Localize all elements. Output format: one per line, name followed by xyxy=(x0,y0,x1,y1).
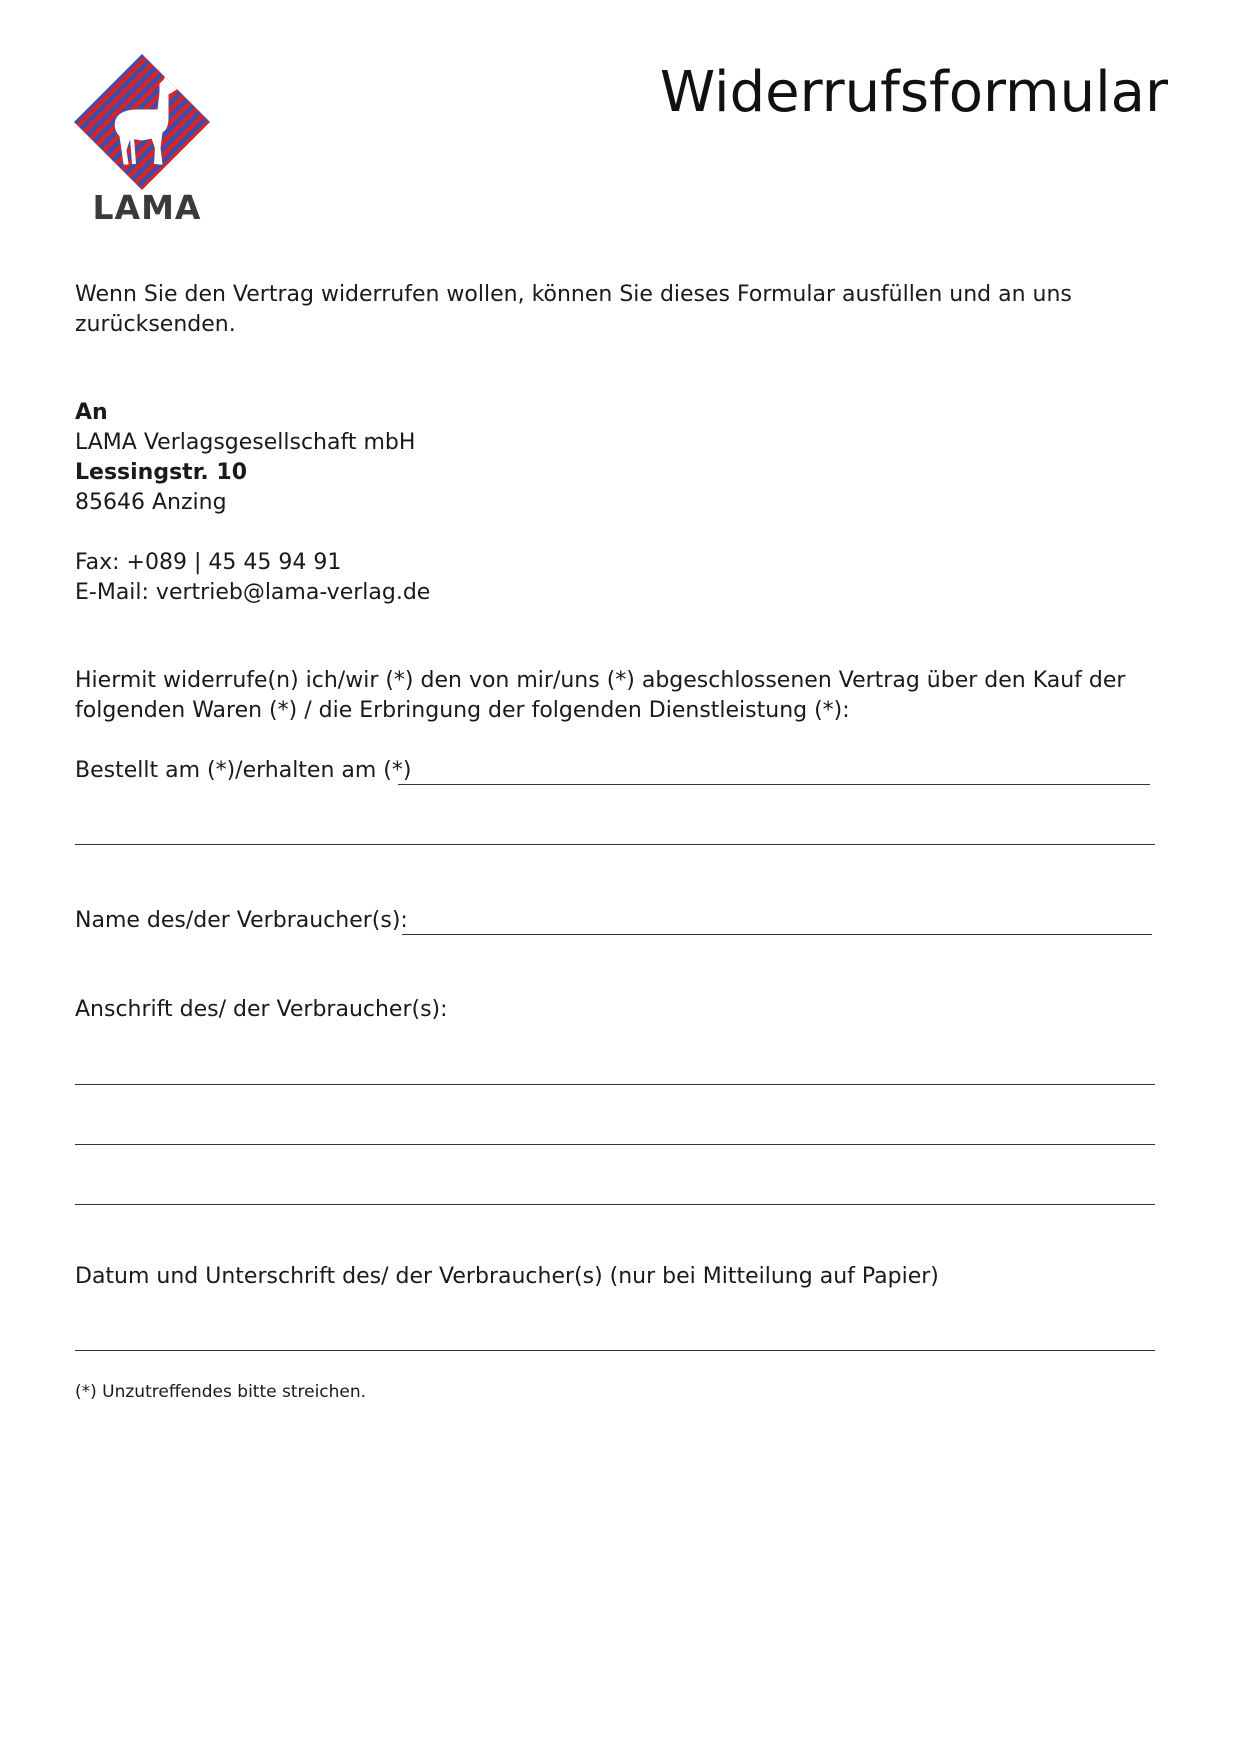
signature-field[interactable] xyxy=(75,1350,1155,1351)
page-title: Widerrufsformular xyxy=(659,60,1168,125)
consumer-address-field-line-3[interactable] xyxy=(75,1204,1155,1205)
logo-text: LAMA xyxy=(92,188,202,227)
consumer-address-label: Anschrift des/ der Verbraucher(s): xyxy=(75,997,448,1022)
consumer-address-field-line-2[interactable] xyxy=(75,1144,1155,1145)
footnote: (*) Unzutreffendes bitte streichen. xyxy=(75,1382,367,1402)
consumer-address-field-line-1[interactable] xyxy=(75,1084,1155,1085)
recipient-city: 85646 Anzing xyxy=(75,490,227,515)
consumer-name-field[interactable] xyxy=(402,934,1152,935)
consumer-name-label: Name des/der Verbraucher(s): xyxy=(75,908,408,933)
lama-logo xyxy=(72,52,220,232)
recipient-street: Lessingstr. 10 xyxy=(75,460,248,485)
intro-text: Wenn Sie den Vertrag widerrufen wollen, können Sie dieses Formular ausfüllen und an uns zurücksenden. xyxy=(75,282,1072,337)
ordered-received-label: Bestellt am (*)/erhalten am (*) xyxy=(75,758,412,783)
recipient-fax: Fax: +089 | 45 45 94 91 xyxy=(75,550,342,575)
signature-label: Datum und Unterschrift des/ der Verbraucher(s) (nur bei Mitteilung auf Papier) xyxy=(75,1264,939,1289)
recipient-company: LAMA Verlagsgesellschaft mbH xyxy=(75,430,416,455)
recipient-label: An xyxy=(75,400,108,425)
ordered-received-field-line-2[interactable] xyxy=(75,844,1155,845)
llama-logo-icon xyxy=(72,52,212,192)
recipient-email: E-Mail: vertrieb@lama-verlag.de xyxy=(75,580,431,605)
ordered-received-field[interactable] xyxy=(398,784,1150,785)
withdrawal-statement: Hiermit widerrufe(n) ich/wir (*) den von mir/uns (*) abgeschlossenen Vertrag über den Kauf der folgenden Waren (*) / die Erbringung der folgenden Dienstleistung (*): xyxy=(75,668,1126,723)
